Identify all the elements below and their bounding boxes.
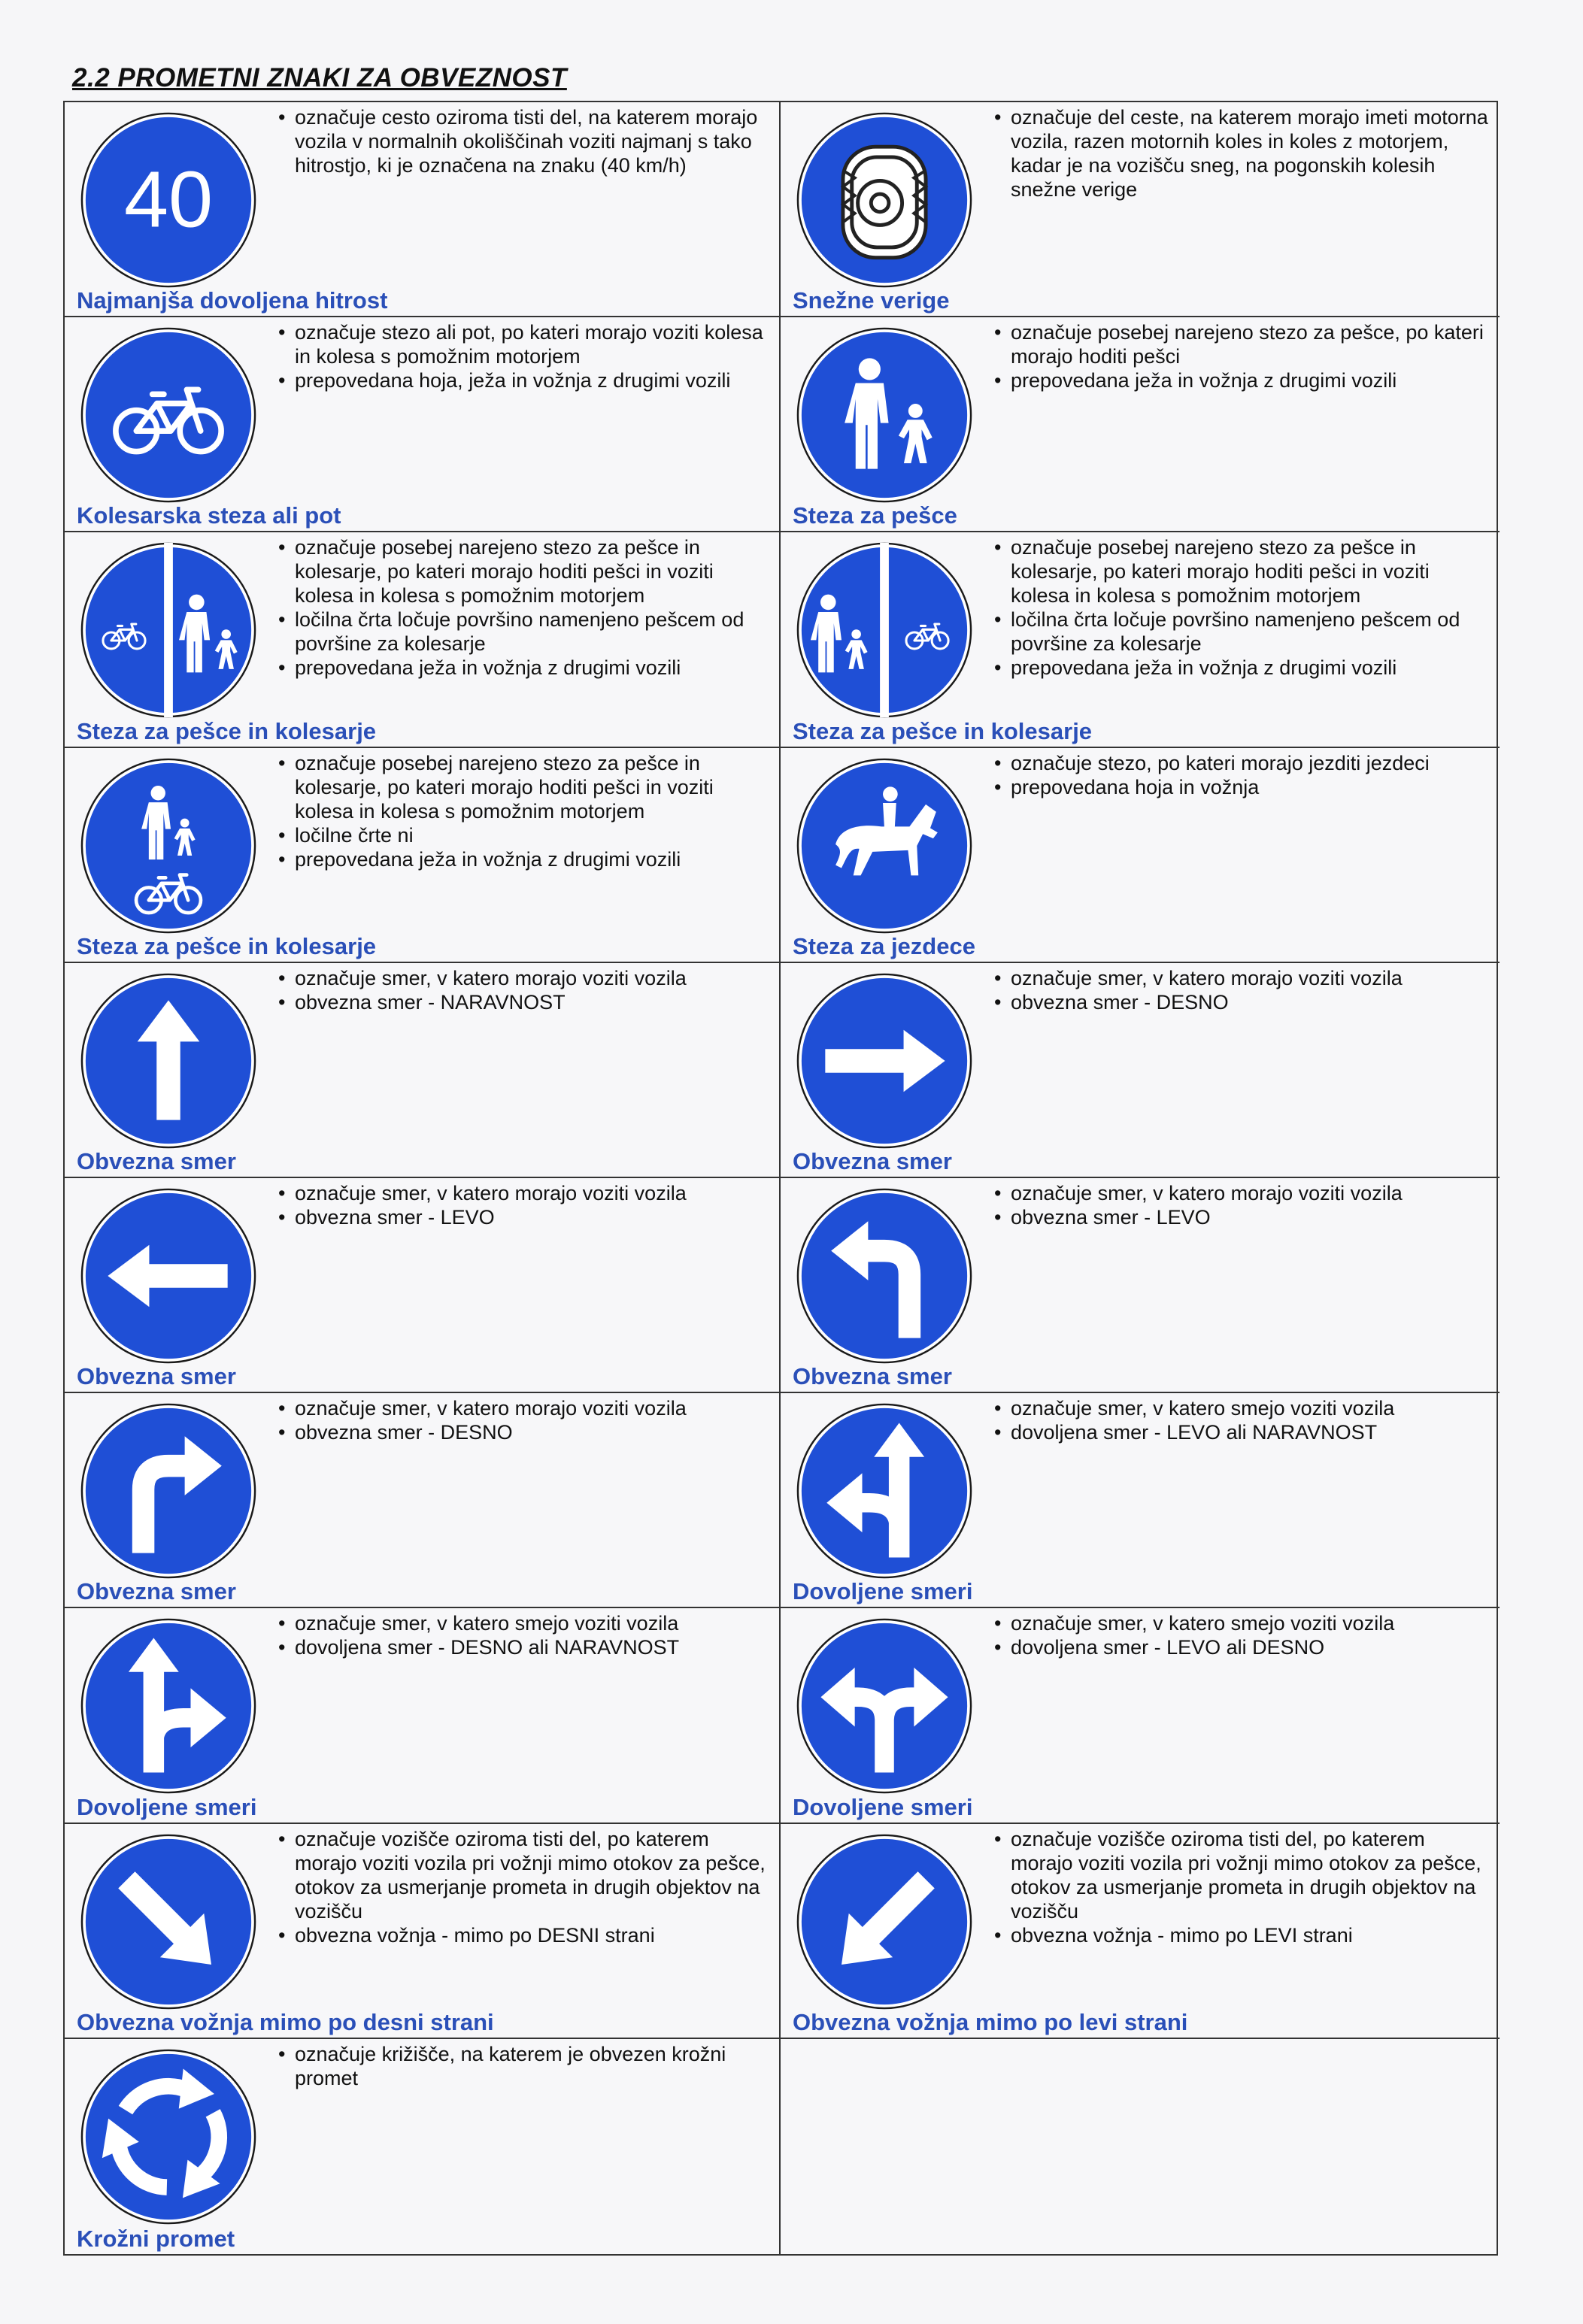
turn-right-arrow-icon <box>80 1402 257 1580</box>
speed-40-icon <box>80 111 257 289</box>
page-title: 2.2 PROMETNI ZNAKI ZA OBVEZNOST <box>72 63 567 92</box>
sign-cell <box>65 317 781 532</box>
sign-cell <box>65 532 781 747</box>
description-bullet: • obvezna smer - LEVO <box>278 1205 769 1229</box>
description-bullet: • označuje del ceste, na katerem morajo imeti motorna vozila, razen motornih koles in koles z motorjem, kadar je na vozišču sneg, na pogonskih kolesih snežne verige <box>994 105 1489 201</box>
description-bullet: • obvezna smer - DESNO <box>994 990 1489 1014</box>
sign-caption: Steza za pešce in kolesarje <box>77 932 377 959</box>
description-bullet: • dovoljena smer - DESNO ali NARAVNOST <box>278 1635 769 1659</box>
sign-description <box>994 1396 1489 1444</box>
sign-cell <box>781 1608 1500 1823</box>
description-bullet: • označuje smer, v katero morajo voziti vozila <box>278 1396 769 1420</box>
description-bullet: • ločilna črta ločuje površino namenjeno pešcem od površine za kolesarje <box>278 608 769 656</box>
split-pedestrian-bicycle-icon <box>796 541 973 719</box>
description-bullet: • ločilne črte ni <box>278 823 769 847</box>
sign-description <box>994 1181 1489 1229</box>
shared-pedestrian-bicycle-icon <box>80 757 257 935</box>
description-bullet: • označuje cesto oziroma tisti del, na katerem morajo vozila v normalnih okoliščinah voziti najmanj s tako hitrostjo, ki je označena na znaku (40 km/h) <box>278 105 769 177</box>
sign-description <box>994 105 1489 201</box>
sign-description <box>994 535 1489 680</box>
sign-cell <box>781 317 1500 532</box>
sign-caption: Obvezna smer <box>793 1148 952 1174</box>
sign-caption: Steza za pešce in kolesarje <box>793 717 1093 744</box>
sign-cell <box>65 1393 781 1608</box>
sign-cell <box>65 102 781 317</box>
description-bullet: • obvezna vožnja - mimo po DESNI strani <box>278 1923 769 1947</box>
description-bullet: • ločilna črta ločuje površino namenjeno pešcem od površine za kolesarje <box>994 608 1489 656</box>
sign-description <box>278 1611 769 1659</box>
description-bullet: • obvezna smer - NARAVNOST <box>278 990 769 1014</box>
sign-caption: Obvezna vožnja mimo po levi strani <box>793 2008 1188 2035</box>
sign-description <box>278 535 769 680</box>
description-bullet: • označuje vozišče oziroma tisti del, po katerem morajo voziti vozila pri vožnji mimo otokov za pešce, otokov za usmerjanje prometa in drugih objektov na vozišču <box>994 1827 1489 1923</box>
horse-rider-icon <box>796 757 973 935</box>
description-bullet: • označuje smer, v katero morajo voziti vozila <box>278 966 769 990</box>
sign-caption: Obvezna smer <box>77 1578 236 1605</box>
sign-caption: Obvezna smer <box>793 1363 952 1390</box>
arrow-up-icon <box>80 972 257 1150</box>
description-bullet: • prepovedana ježa in vožnja z drugimi vozili <box>994 368 1489 392</box>
sign-cell <box>65 1178 781 1393</box>
description-bullet: • označuje posebej narejeno stezo za pešce in kolesarje, po kateri morajo hoditi pešci in voziti kolesa in kolesa s pomožnim motorjem <box>278 535 769 608</box>
sign-cell <box>781 102 1500 317</box>
sign-caption: Kolesarska steza ali pot <box>77 502 341 529</box>
sign-description <box>278 751 769 871</box>
arrow-right-icon <box>796 972 973 1150</box>
sign-caption: Obvezna smer <box>77 1363 236 1390</box>
sign-cell <box>781 748 1500 963</box>
sign-description <box>278 1827 769 1947</box>
sign-description <box>278 320 769 392</box>
description-bullet: • označuje smer, v katero morajo voziti vozila <box>994 966 1489 990</box>
description-bullet: • prepovedana ježa in vožnja z drugimi vozili <box>278 656 769 680</box>
description-bullet: • označuje križišče, na katerem je obvezen krožni promet <box>278 2042 769 2090</box>
description-bullet: • označuje smer, v katero smejo voziti vozila <box>278 1611 769 1635</box>
sign-cell <box>65 1824 781 2039</box>
left-or-right-arrow-icon <box>796 1617 973 1795</box>
sign-description <box>994 966 1489 1014</box>
sign-cell <box>781 963 1500 1178</box>
sign-caption: Steza za pešce <box>793 502 957 529</box>
sign-cell <box>781 532 1500 747</box>
sign-caption: Dovoljene smeri <box>793 1578 973 1605</box>
description-bullet: • označuje posebej narejeno stezo za pešce, po kateri morajo hoditi pešci <box>994 320 1489 368</box>
sign-cell <box>781 1393 1500 1608</box>
keep-left-arrow-icon <box>796 1833 973 2010</box>
description-bullet: • obvezna smer - DESNO <box>278 1420 769 1444</box>
empty-cell <box>781 2039 1500 2254</box>
sign-caption: Obvezna vožnja mimo po desni strani <box>77 2008 494 2035</box>
sign-description <box>278 1181 769 1229</box>
description-bullet: • obvezna vožnja - mimo po LEVI strani <box>994 1923 1489 1947</box>
description-bullet: • dovoljena smer - LEVO ali DESNO <box>994 1635 1489 1659</box>
keep-right-arrow-icon <box>80 1833 257 2010</box>
description-bullet: • označuje vozišče oziroma tisti del, po katerem morajo voziti vozila pri vožnji mimo otokov za pešce, otokov za usmerjanje prometa in drugih objektov na vozišču <box>278 1827 769 1923</box>
description-bullet: • prepovedana hoja in vožnja <box>994 775 1489 799</box>
description-bullet: • označuje stezo, po kateri morajo jezditi jezdeci <box>994 751 1489 775</box>
sign-cell <box>65 1608 781 1823</box>
bicycle-icon <box>80 326 257 504</box>
arrow-left-icon <box>80 1187 257 1365</box>
straight-or-left-arrow-icon <box>796 1402 973 1580</box>
sign-cell <box>781 1178 1500 1393</box>
description-bullet: • označuje smer, v katero smejo voziti vozila <box>994 1396 1489 1420</box>
sign-number: 40 <box>123 154 214 244</box>
sign-description <box>278 105 769 177</box>
sign-cell <box>65 963 781 1178</box>
pedestrians-icon <box>796 326 973 504</box>
description-bullet: • označuje smer, v katero smejo voziti vozila <box>994 1611 1489 1635</box>
description-bullet: • prepovedana ježa in vožnja z drugimi vozili <box>278 847 769 871</box>
sign-cell <box>65 748 781 963</box>
turn-left-arrow-icon <box>796 1187 973 1365</box>
sign-caption: Najmanjša dovoljena hitrost <box>77 287 388 314</box>
sign-description <box>994 1827 1489 1947</box>
sign-cell <box>65 2039 781 2254</box>
description-bullet: • dovoljena smer - LEVO ali NARAVNOST <box>994 1420 1489 1444</box>
signs-table <box>63 101 1498 2256</box>
sign-caption: Dovoljene smeri <box>793 1793 973 1820</box>
sign-caption: Snežne verige <box>793 287 950 314</box>
description-bullet: • obvezna smer - LEVO <box>994 1205 1489 1229</box>
description-bullet: • prepovedana ježa in vožnja z drugimi vozili <box>994 656 1489 680</box>
sign-description <box>994 751 1489 799</box>
sign-description <box>994 320 1489 392</box>
description-bullet: • označuje smer, v katero morajo voziti vozila <box>278 1181 769 1205</box>
sign-description <box>278 1396 769 1444</box>
description-bullet: • označuje stezo ali pot, po kateri morajo voziti kolesa in kolesa s pomožnim motorjem <box>278 320 769 368</box>
description-bullet: • prepovedana hoja, ježa in vožnja z drugimi vozili <box>278 368 769 392</box>
sign-caption: Dovoljene smeri <box>77 1793 257 1820</box>
sign-description <box>278 966 769 1014</box>
description-bullet: • označuje posebej narejeno stezo za pešce in kolesarje, po kateri morajo hoditi pešci in voziti kolesa in kolesa s pomožnim motorjem <box>278 751 769 823</box>
split-bicycle-pedestrian-icon <box>80 541 257 719</box>
snow-chains-icon <box>796 111 973 289</box>
sign-description <box>994 1611 1489 1659</box>
sign-cell <box>781 1824 1500 2039</box>
sign-caption: Krožni promet <box>77 2226 235 2252</box>
sign-description <box>278 2042 769 2090</box>
description-bullet: • označuje smer, v katero morajo voziti vozila <box>994 1181 1489 1205</box>
straight-or-right-arrow-icon <box>80 1617 257 1795</box>
sign-caption: Steza za jezdece <box>793 932 975 959</box>
roundabout-icon <box>80 2048 257 2226</box>
sign-caption: Obvezna smer <box>77 1148 236 1174</box>
description-bullet: • označuje posebej narejeno stezo za pešce in kolesarje, po kateri morajo hoditi pešci in voziti kolesa in kolesa s pomožnim motorjem <box>994 535 1489 608</box>
sign-caption: Steza za pešce in kolesarje <box>77 717 377 744</box>
